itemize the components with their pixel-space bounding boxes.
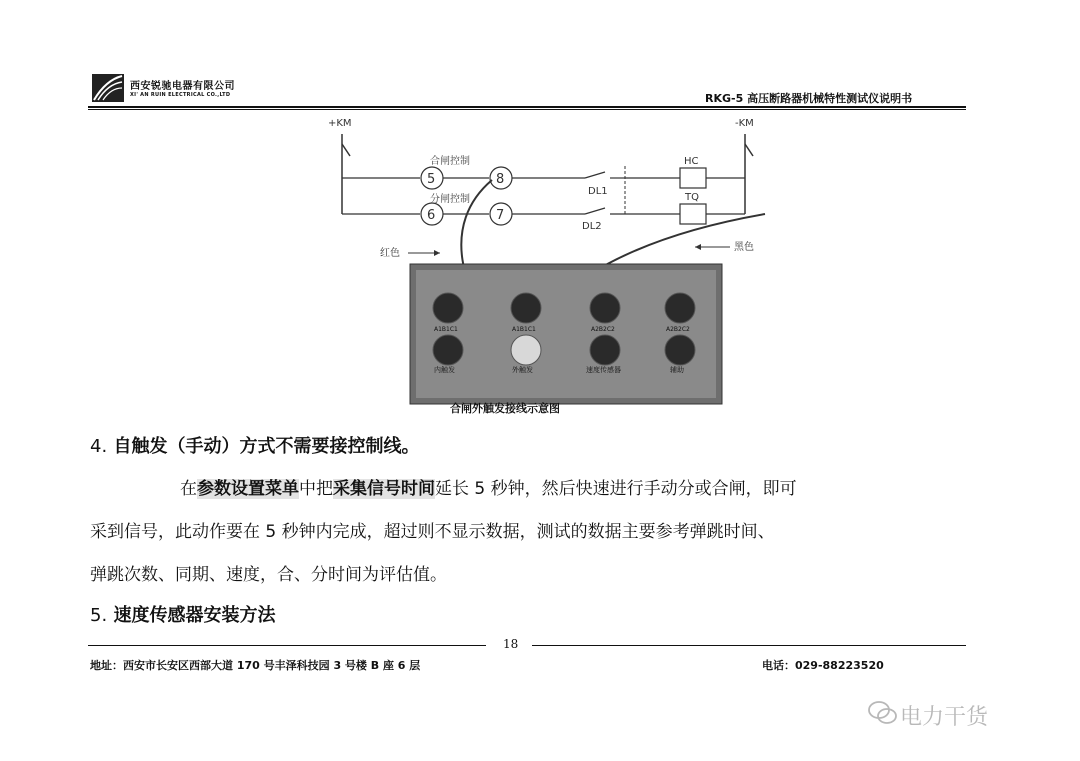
- section-5-title: 速度传感器安装方法: [113, 605, 276, 626]
- port-speed-label: 速度传感器: [586, 366, 621, 374]
- company-logo: [92, 74, 124, 102]
- port-external-trigger: [511, 335, 541, 365]
- port-external-label: 外触发: [512, 366, 533, 374]
- port-3: [590, 293, 620, 323]
- watermark-text: 电力干货: [900, 705, 989, 730]
- section-4-title: 自触发（手动）方式不需要接控制线。: [113, 436, 420, 457]
- footer-divider-left: [88, 645, 486, 646]
- port-internal-trigger: [433, 335, 463, 365]
- km-left-label: +KM: [328, 118, 352, 129]
- dl2-label: DL2: [582, 221, 602, 232]
- document-title: RKG-5 高压断路器机械特性测试仪说明书: [705, 92, 913, 105]
- port-label-1: A1B1C1: [434, 326, 458, 333]
- terminal-8-label: 8: [496, 172, 505, 187]
- black-wire-label: 黑色: [734, 242, 754, 253]
- close-control-label: 合闸控制: [430, 156, 470, 167]
- section-5-number: 5.: [90, 605, 108, 626]
- tq-label: TQ: [685, 192, 699, 203]
- port-2: [511, 293, 541, 323]
- port-label-2: A1B1C1: [512, 326, 536, 333]
- port-label-3: A2B2C2: [591, 326, 615, 333]
- port-spare: [665, 335, 695, 365]
- footer-divider-right: [532, 645, 966, 646]
- terminal-5-label: 5: [427, 172, 436, 187]
- company-name: 西安锐驰电器有限公司: [130, 81, 235, 92]
- section-4-number: 4.: [90, 436, 108, 457]
- text-span: 在: [180, 479, 197, 499]
- highlight-param-menu: 参数设置菜单: [197, 479, 299, 499]
- red-wire-label: 红色: [380, 248, 400, 259]
- text-span: 中把: [299, 479, 333, 499]
- header-divider-thin: [88, 109, 966, 110]
- paragraph-line-3: 弹跳次数、同期、速度，合、分时间为评估值。: [90, 565, 447, 585]
- port-1: [433, 293, 463, 323]
- port-spare-label: 辅助: [670, 366, 684, 374]
- paragraph-line-2: 采到信号，此动作要在 5 秒钟内完成，超过则不显示数据，测试的数据主要参考弹跳时间、: [90, 522, 775, 542]
- dl1-label: DL1: [588, 186, 608, 197]
- company-name-en: XI' AN RUIN ELECTRICAL CO.,LTD: [130, 92, 231, 98]
- port-internal-label: 内触发: [434, 366, 455, 374]
- hc-coil: [680, 168, 706, 188]
- terminal-6-label: 6: [427, 208, 436, 223]
- open-control-label: 分闸控制: [430, 194, 470, 205]
- footer-phone: 电话：029-88223520: [762, 659, 884, 672]
- highlight-sample-time: 采集信号时间: [333, 479, 435, 499]
- footer-address: 地址：西安市长安区西部大道 170 号丰泽科技园 3 号楼 B 座 6 层: [90, 659, 421, 672]
- wechat-icon: [868, 700, 898, 726]
- port-label-4: A2B2C2: [666, 326, 690, 333]
- port-speed-sensor: [590, 335, 620, 365]
- text-span: 延长 5 秒钟，然后快速进行手动分或合闸，即可: [435, 479, 797, 499]
- tq-coil: [680, 204, 706, 224]
- header-divider: [88, 106, 966, 108]
- section-4-heading: [90, 432, 419, 458]
- terminal-7-label: 7: [496, 208, 505, 223]
- wiring-diagram: [320, 114, 790, 414]
- km-right-label: -KM: [735, 118, 754, 129]
- paragraph-line-1: [180, 474, 797, 499]
- page-number: 18: [503, 637, 519, 651]
- port-4: [665, 293, 695, 323]
- section-5-heading: [90, 601, 275, 627]
- diagram-caption: 合闸外触发接线示意图: [450, 402, 560, 415]
- hc-label: HC: [684, 156, 699, 167]
